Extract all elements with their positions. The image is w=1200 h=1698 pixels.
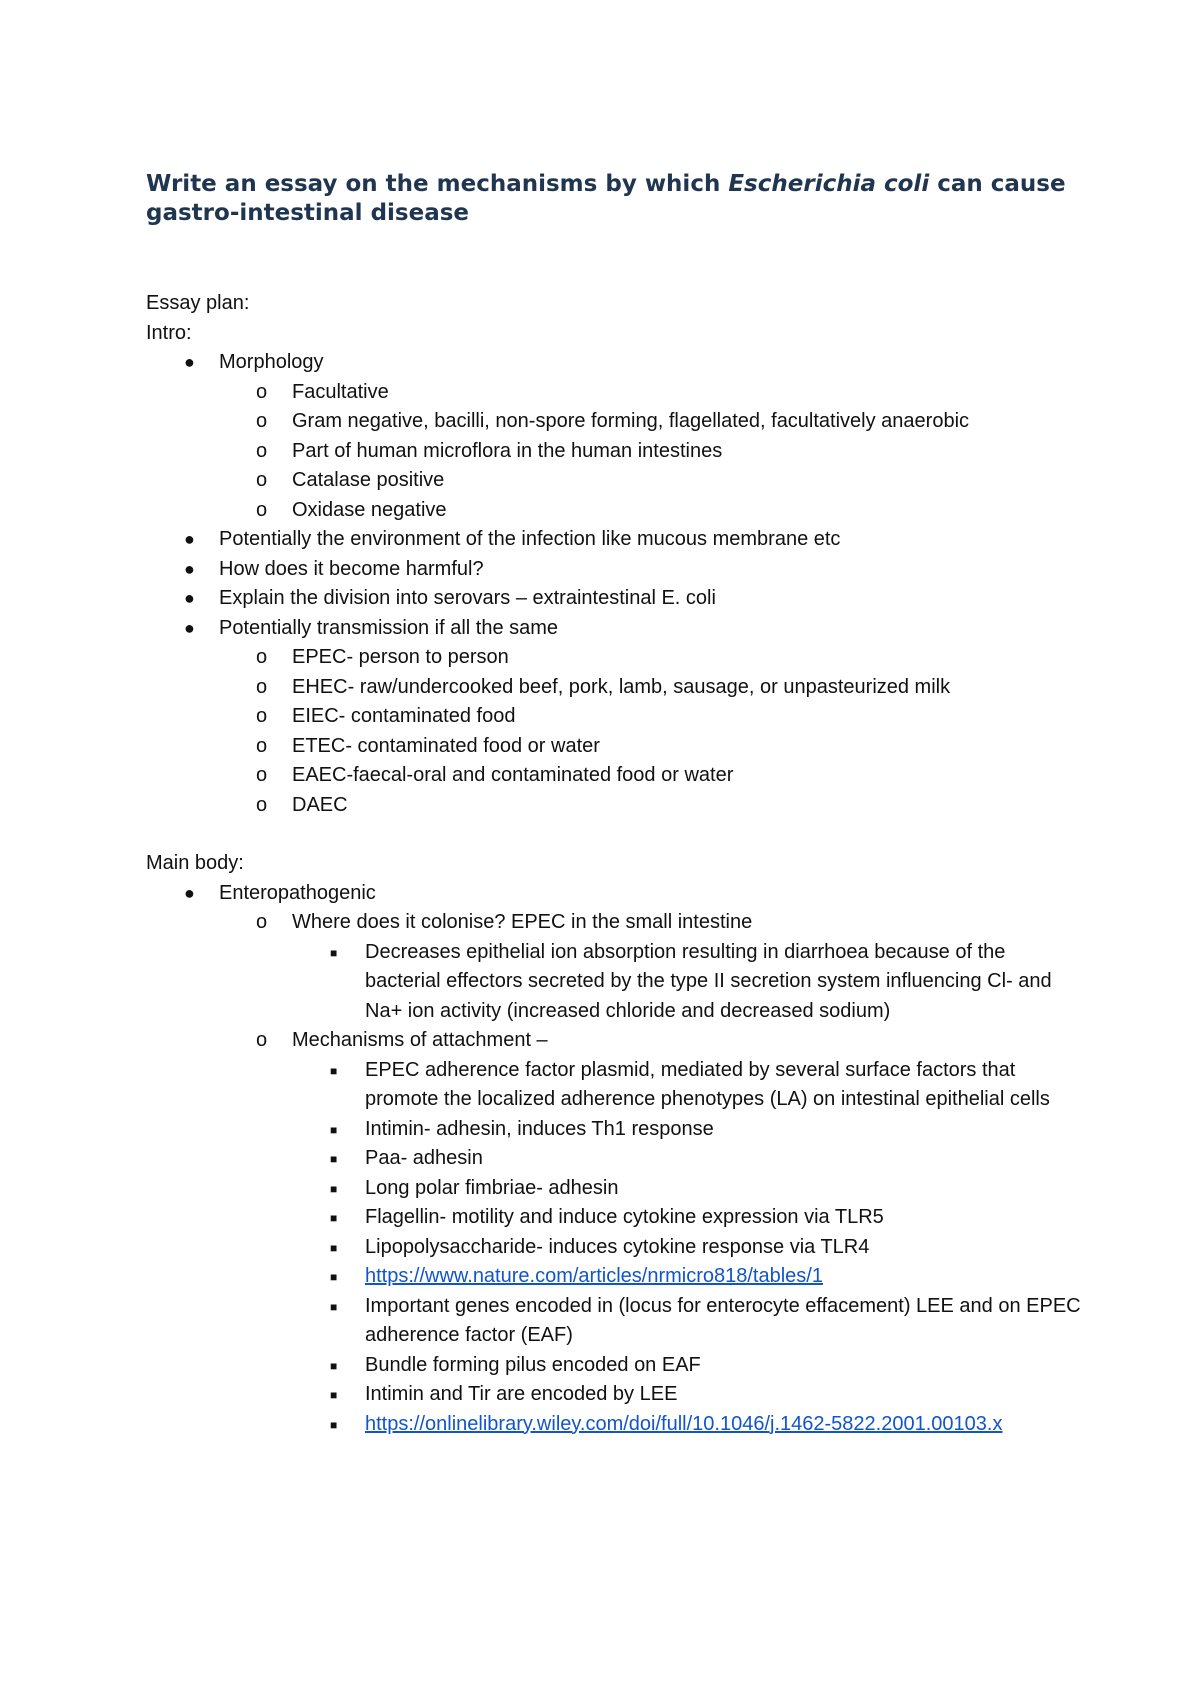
- list-item: [219, 673, 1086, 703]
- circle-bullet-icon: o: [256, 675, 268, 698]
- circle-bullet-icon: o: [256, 410, 268, 432]
- bullet-icon: ●: [184, 588, 195, 608]
- wiley-article-link[interactable]: https://onlinelibrary.wiley.com/doi/full/10.1046/j.1462-5822.2001.00103.x: [365, 1412, 1003, 1435]
- square-bullet-icon: ■: [330, 1270, 338, 1284]
- square-bullet-icon: ■: [330, 1358, 338, 1373]
- list-item-text: Potentially transmission if all the same: [219, 616, 559, 639]
- essay-title: [146, 170, 1066, 228]
- square-bullet-icon: ■: [330, 1240, 338, 1255]
- list-item: [219, 761, 1086, 791]
- square-bullet-icon: ■: [330, 1122, 338, 1137]
- list-item-text: Potentially the environment of the infection like mucous membrane etc: [219, 528, 841, 550]
- morphology-sublist: [219, 378, 1086, 526]
- list-item: [292, 1233, 1086, 1263]
- list-item-text: DAEC: [292, 793, 348, 816]
- list-item-text: Oxidase negative: [292, 498, 447, 521]
- square-bullet-icon: ■: [330, 1152, 338, 1166]
- square-bullet-icon: ■: [330, 1299, 338, 1314]
- list-item: [146, 879, 1086, 1440]
- circle-bullet-icon: o: [256, 498, 268, 521]
- list-item-text: Mechanisms of attachment –: [292, 1029, 548, 1051]
- list-item: [146, 584, 1086, 614]
- square-bullet-icon: ■: [330, 1417, 338, 1432]
- spacer: [146, 820, 1086, 849]
- intro-list: [146, 348, 1086, 820]
- list-item: [146, 348, 1086, 525]
- list-item-text: EPEC- person to person: [292, 646, 509, 668]
- list-item-text: Where does it colonise? EPEC in the small intestine: [292, 911, 753, 933]
- list-item: [292, 1292, 1086, 1351]
- list-item: [219, 407, 1086, 437]
- circle-bullet-icon: o: [256, 380, 268, 403]
- list-item-text: Intimin and Tir are encoded by LEE: [365, 1383, 678, 1405]
- list-item-text: EHEC- raw/undercooked beef, pork, lamb, sausage, or unpasteurized milk: [292, 675, 951, 698]
- list-item: [219, 643, 1086, 673]
- list-item: [219, 908, 1086, 1026]
- bullet-icon: ●: [184, 529, 195, 549]
- nature-article-link[interactable]: https://www.nature.com/articles/nrmicro818/tables/1: [365, 1265, 823, 1287]
- essay-body: [146, 289, 1086, 1439]
- main-body-list: [146, 879, 1086, 1440]
- circle-bullet-icon: o: [256, 646, 268, 668]
- list-item-text: EIEC- contaminated food: [292, 705, 516, 727]
- list-item: [292, 1174, 1086, 1204]
- list-item: [146, 525, 1086, 555]
- square-bullet-icon: ■: [330, 945, 338, 960]
- circle-bullet-icon: o: [256, 439, 268, 462]
- list-item-text: Lipopolysaccharide- induces cytokine response via TLR4: [365, 1235, 870, 1258]
- list-item: [219, 378, 1086, 408]
- list-item: [146, 614, 1086, 821]
- list-item-text: Catalase positive: [292, 469, 445, 491]
- list-item-text: Paa- adhesin: [365, 1147, 483, 1169]
- main-body-label: Main body:: [146, 852, 244, 874]
- square-bullet-icon: ■: [330, 1063, 338, 1078]
- list-item: [219, 466, 1086, 496]
- square-bullet-icon: ■: [330, 1181, 338, 1196]
- title-text: Write an essay on the mechanisms by which: [146, 171, 729, 197]
- list-item: [219, 702, 1086, 732]
- attachment-sublist: [292, 1056, 1086, 1440]
- title-species: Escherichia coli: [728, 171, 930, 197]
- bullet-icon: ●: [184, 882, 195, 903]
- list-item: [292, 1203, 1086, 1233]
- list-item: [292, 1380, 1086, 1410]
- transmission-sublist: [219, 643, 1086, 820]
- square-bullet-icon: ■: [330, 1211, 338, 1225]
- circle-bullet-icon: o: [256, 734, 268, 757]
- bullet-icon: ●: [184, 617, 195, 638]
- circle-bullet-icon: o: [256, 764, 268, 786]
- bullet-icon: ●: [184, 558, 195, 579]
- list-item-text: Facultative: [292, 380, 389, 403]
- list-item-text: ETEC- contaminated food or water: [292, 734, 600, 757]
- intro-label: Intro:: [146, 321, 192, 344]
- list-item-text: How does it become harmful?: [219, 557, 484, 580]
- list-item: [146, 555, 1086, 585]
- list-item: [292, 938, 1086, 1027]
- title-text-end: can cause gastro-intestinal disease: [146, 171, 1066, 226]
- list-item-text: Part of human microflora in the human intestines: [292, 439, 723, 462]
- circle-bullet-icon: o: [256, 705, 268, 727]
- list-item: [292, 1410, 1086, 1440]
- list-item: [219, 791, 1086, 821]
- list-item-text: Long polar fimbriae- adhesin: [365, 1176, 619, 1199]
- list-item: [292, 1115, 1086, 1145]
- list-item-text: EAEC-faecal-oral and contaminated food or water: [292, 764, 734, 786]
- list-item-text: Decreases epithelial ion absorption resulting in diarrhoea because of the bacterial effectors secreted by the type II secretion system influencing Cl- and Na+ ion activity (increased chloride and decreased sodium): [365, 940, 1052, 1022]
- list-item-text: Flagellin- motility and induce cytokine expression via TLR5: [365, 1206, 884, 1228]
- enteropathogenic-sublist: [219, 908, 1086, 1439]
- circle-bullet-icon: o: [256, 793, 268, 816]
- list-item: [219, 1026, 1086, 1439]
- square-bullet-icon: ■: [330, 1388, 338, 1402]
- list-item: [292, 1056, 1086, 1115]
- list-item-text: Morphology: [219, 351, 324, 373]
- circle-bullet-icon: o: [256, 1029, 268, 1051]
- essay-plan-label: Essay plan:: [146, 292, 250, 314]
- list-item-text: EPEC adherence factor plasmid, mediated by several surface factors that promote the localized adherence phenotypes (LA) on intestinal epithelial cells: [365, 1058, 1050, 1110]
- list-item-text: Important genes encoded in (locus for enterocyte effacement) LEE and on EPEC adherence factor (EAF): [365, 1294, 1081, 1346]
- list-item-text: Intimin- adhesin, induces Th1 response: [365, 1117, 714, 1140]
- circle-bullet-icon: o: [256, 911, 268, 933]
- list-item-text: Gram negative, bacilli, non-spore forming, flagellated, facultatively anaerobic: [292, 410, 970, 432]
- list-item-text: Enteropathogenic: [219, 881, 376, 904]
- list-item: [292, 1262, 1086, 1292]
- list-item: [292, 1351, 1086, 1381]
- list-item: [219, 496, 1086, 526]
- list-item: [292, 1144, 1086, 1174]
- list-item-text: Bundle forming pilus encoded on EAF: [365, 1353, 701, 1376]
- list-item: [219, 732, 1086, 762]
- circle-bullet-icon: o: [256, 469, 268, 491]
- list-item-text: Explain the division into serovars – extraintestinal E. coli: [219, 587, 716, 609]
- colonise-sublist: [292, 938, 1086, 1027]
- list-item: [219, 437, 1086, 467]
- bullet-icon: ●: [184, 352, 195, 372]
